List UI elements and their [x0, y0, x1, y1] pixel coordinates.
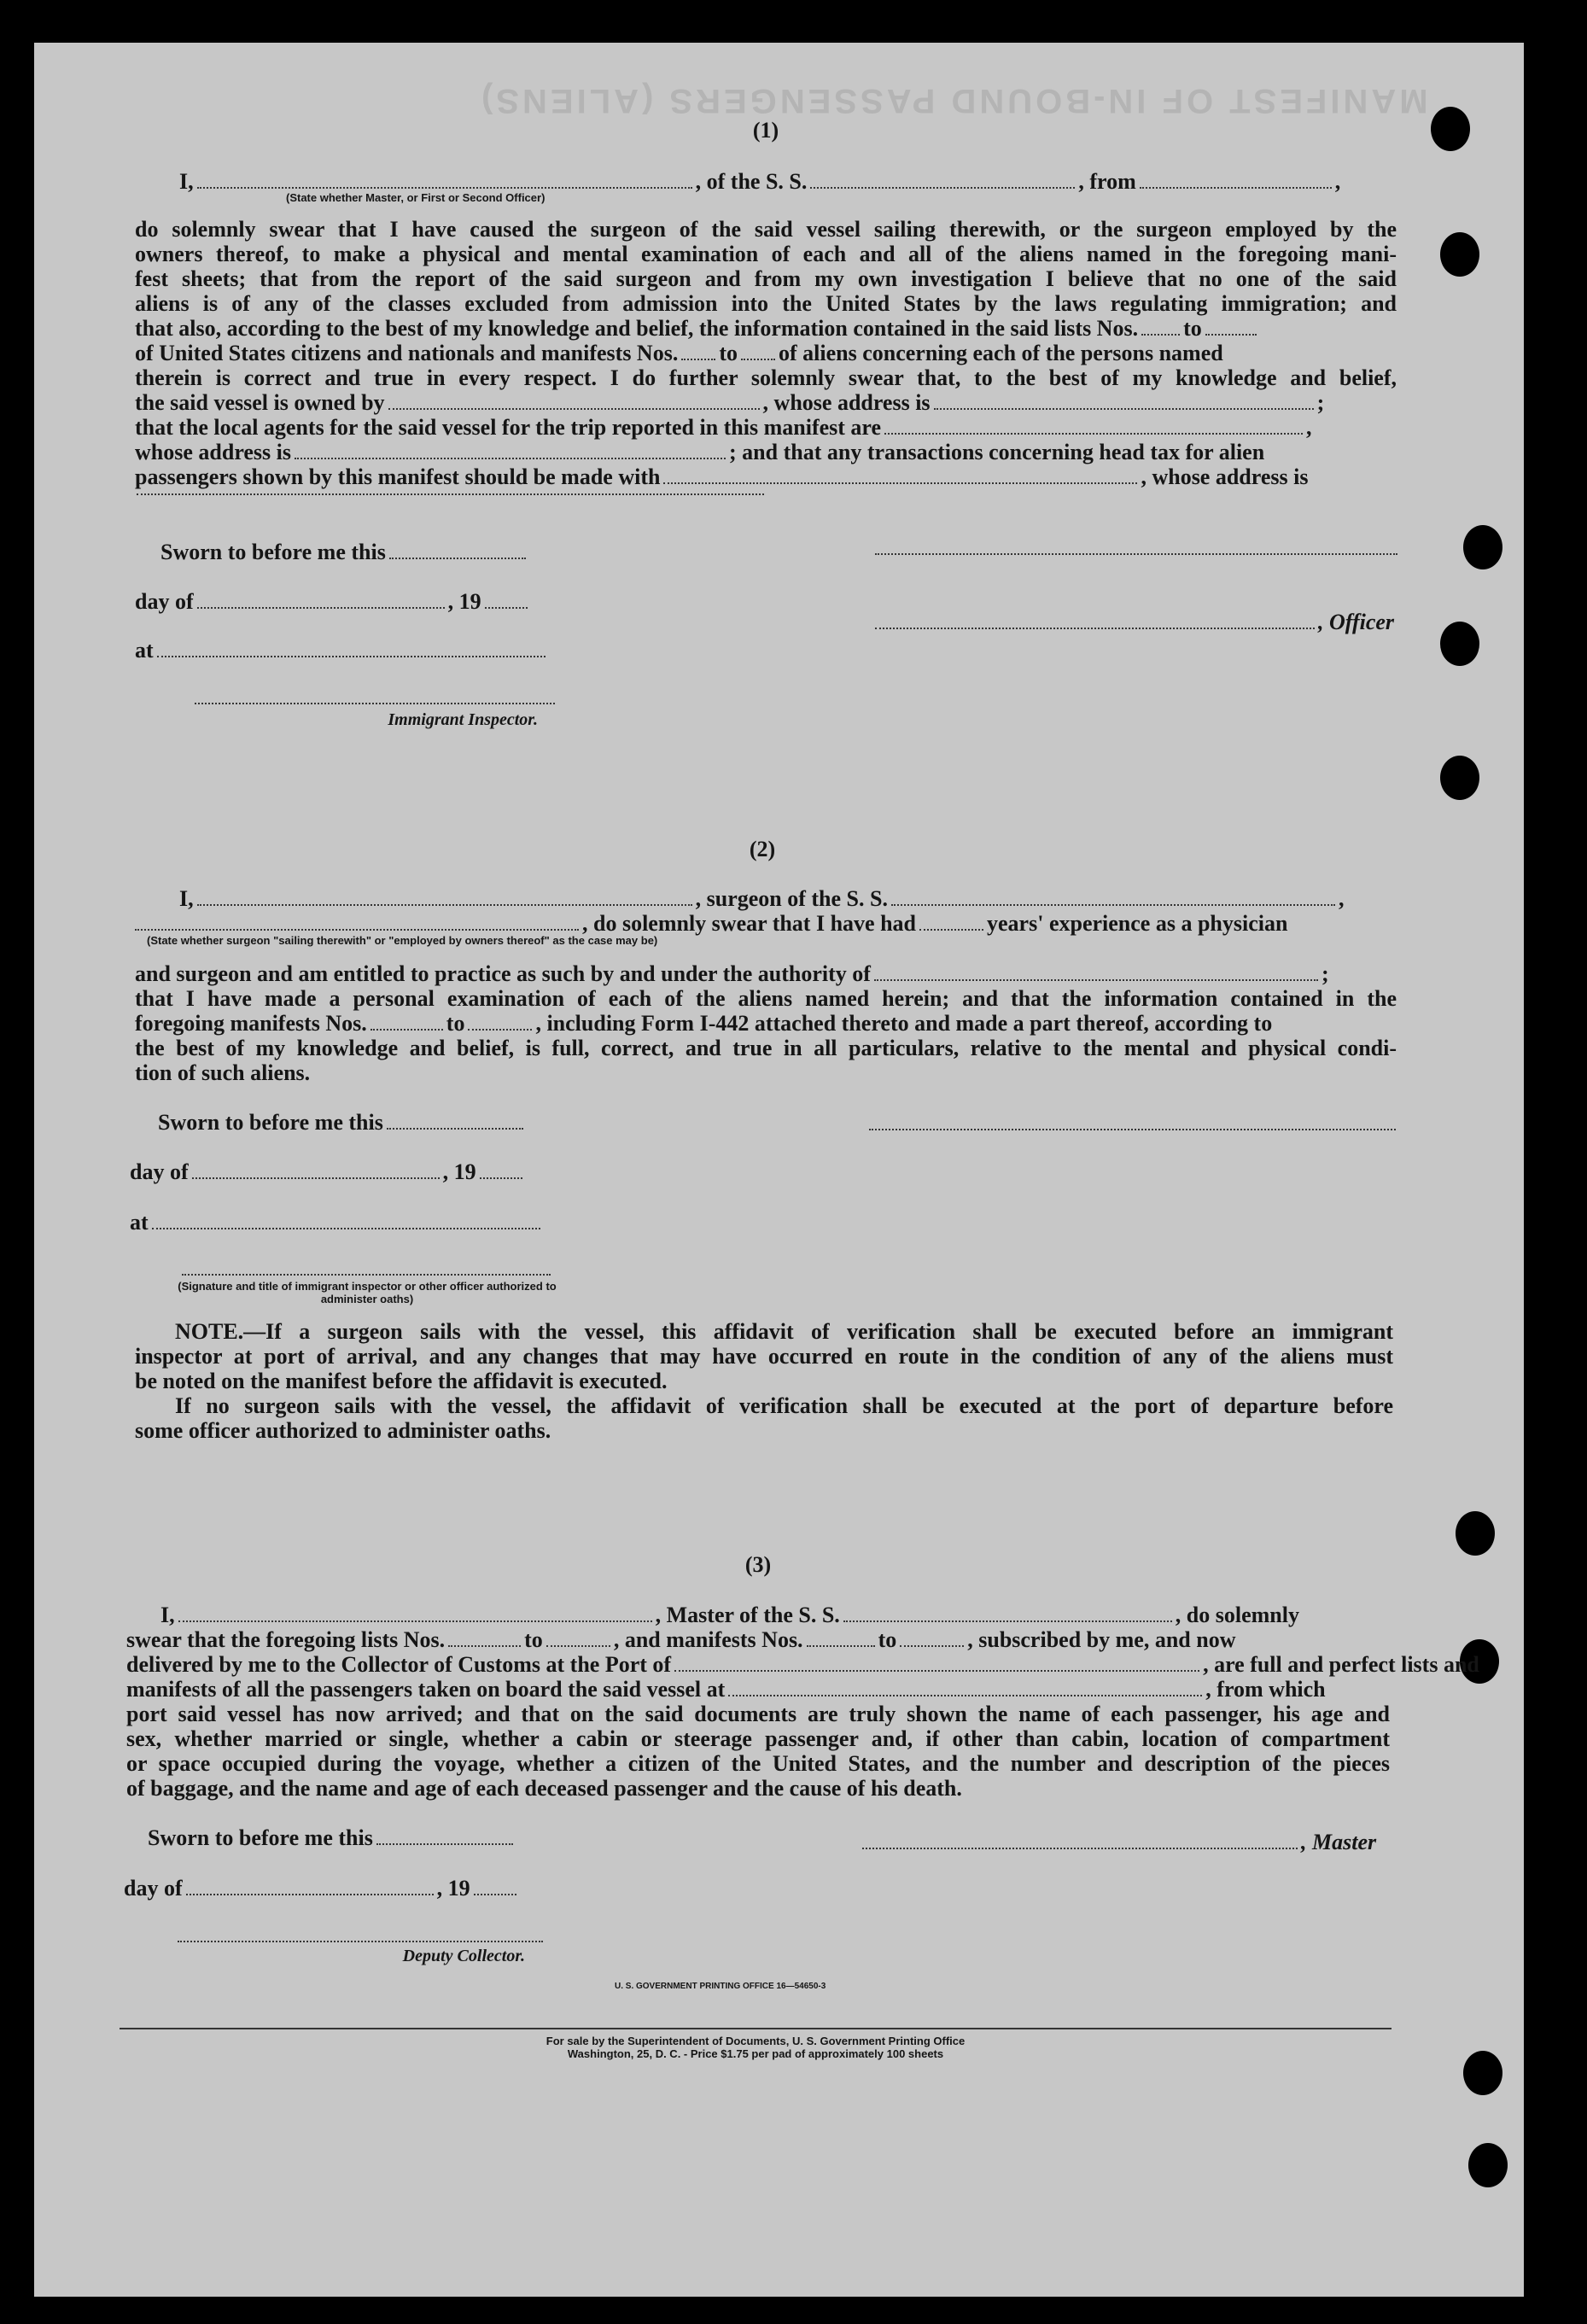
section-3-number: (3)	[744, 1552, 772, 1577]
section-2-body-5: tion of such aliens.	[135, 1060, 311, 1085]
s2-note-2: inspector at port of arrival, and any changes that may have occurred en route in the condition of any of the aliens must	[135, 1344, 1393, 1369]
manifest-to-field[interactable]	[741, 343, 775, 360]
s2-sworn-row: Sworn to before me this	[158, 1110, 527, 1136]
footer-sale-line-2: Washington, 25, D. C. - Price $1.75 per pad of approximately 100 sheets	[567, 2047, 944, 2060]
owner-address-field[interactable]	[934, 393, 1314, 410]
section-2-body-1: and surgeon and am entitled to practice as such by and under the authority of ;	[135, 961, 1329, 986]
bleed-through-title: MANIFEST OF IN-BOUND PASSENGERS (ALIENS)	[478, 82, 1428, 120]
head-tax-party-field[interactable]	[663, 467, 1137, 484]
officer-title-field[interactable]	[197, 172, 692, 189]
footer-sale-line-1: For sale by the Superintendent of Documents, U. S. Government Printing Office	[546, 2035, 966, 2047]
section-1-body-9: that the local agents for the said vessel for the trip reported in this manifest are ,	[135, 415, 1312, 440]
years-experience-field[interactable]	[919, 914, 983, 931]
footer-sale-notice	[329, 2035, 1182, 2060]
s3-list-to-field[interactable]	[546, 1630, 610, 1647]
section-3-body-1: port said vessel has now arrived; and that on the said documents are truly shown the name of each passenger, his age and	[126, 1702, 1390, 1726]
s2-surgeon-signature-field[interactable]	[869, 1129, 1396, 1130]
punch-hole	[1440, 232, 1479, 277]
section-1-body-10: whose address is ; and that any transactions concerning head tax for alien	[135, 440, 1265, 464]
s2-at-field[interactable]	[152, 1212, 540, 1229]
s2-sworn-day-field[interactable]	[387, 1112, 523, 1130]
punch-hole	[1463, 525, 1502, 569]
section-1-body-8: the said vessel is owned by , whose address is ;	[135, 390, 1325, 415]
s3-sworn-day-field[interactable]	[376, 1828, 513, 1845]
section-1-caption: (State whether Master, or First or Second Officer)	[286, 191, 546, 204]
section-2-number: (2)	[749, 837, 776, 861]
printing-office-mark: U. S. GOVERNMENT PRINTING OFFICE 16—54650-3	[615, 1982, 826, 1991]
s2-day-row: day of , 19	[130, 1159, 526, 1185]
punch-hole	[1440, 622, 1479, 666]
section-1-body-6: of United States citizens and nationals and manifests Nos. to of aliens concerning each of the persons named	[135, 341, 1223, 365]
s3-master-signature-field[interactable]	[862, 1832, 1298, 1849]
s2-note-3: be noted on the manifest before the affidavit is executed.	[135, 1369, 668, 1393]
section-1-body-7: therein is correct and true in every respect. I do further solemnly swear that, to the best of my knowledge and belief,	[135, 365, 1397, 390]
section-3-body-2: sex, whether married or single, whether a cabin or steerage passenger and, if other than cabin, location of compartment	[126, 1726, 1390, 1751]
head-tax-address-field[interactable]	[137, 493, 764, 495]
section-1-body-5: that also, according to the best of my knowledge and belief, the information contained in the said lists Nos. to	[135, 316, 1260, 342]
list-from-field[interactable]	[1141, 318, 1180, 336]
punch-hole	[1463, 2051, 1502, 2095]
manifest-from-field[interactable]	[681, 343, 715, 360]
section-1-line-1: I, , of the S. S. , from ,	[179, 169, 1341, 194]
s3-master-row: , Master	[862, 1830, 1376, 1855]
port-of-arrival-field[interactable]	[674, 1655, 1199, 1672]
section-1-number: (1)	[752, 118, 779, 143]
s1-officer-signature-field[interactable]	[875, 612, 1315, 629]
s3-vessel-field[interactable]	[843, 1605, 1172, 1622]
master-name-field[interactable]	[178, 1605, 652, 1622]
section-2-body-3: foregoing manifests Nos. to , including Form I-442 attached thereto and made a part thereof, according to	[135, 1011, 1273, 1036]
s1-day-row: day of , 19	[135, 589, 531, 615]
s1-at-row: at	[135, 638, 549, 663]
authority-field[interactable]	[874, 964, 1318, 981]
punch-hole	[1468, 2143, 1508, 2187]
s1-month-field[interactable]	[197, 592, 445, 609]
footer-rule	[120, 2028, 1392, 2029]
section-1-body-3: fest sheets; that from the report of the said surgeon and from my own investigation I believe that no one of the said	[135, 266, 1397, 291]
s1-inspector-signature-field[interactable]	[195, 703, 555, 704]
s1-inspector-label: Immigrant Inspector.	[388, 710, 538, 729]
list-to-field[interactable]	[1205, 318, 1257, 336]
s2-month-field[interactable]	[192, 1162, 440, 1179]
s3-deputy-label: Deputy Collector.	[402, 1947, 525, 1965]
s3-list-from-field[interactable]	[448, 1630, 521, 1647]
s2-note-5: some officer authorized to administer oaths.	[135, 1418, 551, 1443]
s3-month-field[interactable]	[186, 1878, 434, 1895]
owner-field[interactable]	[388, 393, 760, 410]
section-2-caption: (State whether surgeon "sailing therewith" or "employed by owners thereof" as the case may be)	[147, 934, 658, 947]
s2-manifest-to-field[interactable]	[468, 1013, 532, 1031]
port-of-embarkation-field[interactable]	[728, 1679, 1202, 1696]
s3-sworn-row: Sworn to before me this	[148, 1825, 516, 1851]
s3-collector-signature-field[interactable]	[178, 1941, 543, 1942]
s2-note-1: NOTE.—If a surgeon sails with the vessel, this affidavit of verification shall be executed before an immigrant	[175, 1319, 1393, 1344]
surgeon-name-field[interactable]	[197, 889, 692, 906]
section-1-body-11: passengers shown by this manifest should be made with , whose address is	[135, 464, 1309, 489]
s1-at-field[interactable]	[157, 640, 546, 657]
s2-signature-caption: (Signature and title of immigrant inspector or other officer authorized to administer oaths)	[178, 1280, 557, 1305]
s2-note-4: If no surgeon sails with the vessel, the affidavit of verification shall be executed at the port of departure before	[175, 1393, 1393, 1418]
s3-manifest-from-field[interactable]	[807, 1630, 875, 1647]
agents-address-field[interactable]	[295, 442, 726, 459]
s1-master-signature-field[interactable]	[875, 553, 1397, 555]
s3-manifest-to-field[interactable]	[900, 1630, 964, 1647]
local-agents-field[interactable]	[884, 418, 1303, 435]
vessel-name-field[interactable]	[810, 172, 1075, 189]
section-3-line-4: manifests of all the passengers taken on board the said vessel at , from which	[126, 1677, 1326, 1702]
section-3-line-2: swear that the foregoing lists Nos. to , and manifests Nos. to , subscribed by me, and now	[126, 1627, 1236, 1652]
s2-manifest-from-field[interactable]	[370, 1013, 443, 1031]
s2-at-row: at	[130, 1210, 544, 1235]
s2-inspector-signature-field[interactable]	[182, 1274, 551, 1276]
section-1-body-1: do solemnly swear that I have caused the surgeon of the said vessel sailing therewith, or the surgeon employed by the	[135, 217, 1397, 242]
punch-hole	[1456, 1511, 1495, 1556]
section-3-body-4: of baggage, and the name and age of each deceased passenger and the cause of his death.	[126, 1776, 962, 1801]
punch-hole	[1431, 107, 1470, 151]
from-port-field[interactable]	[1140, 172, 1332, 189]
section-1-body-2: owners thereof, to make a physical and mental examination of each and all of the aliens named in the foregoing mani-	[135, 242, 1397, 266]
section-3-line-3: delivered by me to the Collector of Customs at the Port of , are full and perfect lists and	[126, 1652, 1479, 1677]
section-2-body-4: the best of my knowledge and belief, is full, correct, and true in all particulars, relative to the mental and physical condi-	[135, 1036, 1397, 1060]
surgeon-status-field[interactable]	[135, 914, 579, 931]
s2-year-field[interactable]	[480, 1162, 522, 1179]
s1-sworn-day-field[interactable]	[389, 542, 526, 559]
section-3-line-1: I, , Master of the S. S. , do solemnly	[160, 1603, 1299, 1627]
s2-vessel-field[interactable]	[891, 889, 1335, 906]
s1-sworn-row: Sworn to before me this	[160, 540, 529, 565]
section-2-body-2: that I have made a personal examination of each of the aliens named herein; and that the information contained in the	[135, 986, 1397, 1011]
s3-day-row: day of , 19	[124, 1876, 520, 1901]
section-3-body-3: or space occupied during the voyage, whether a citizen of the United States, and the number and description of the pieces	[126, 1751, 1390, 1776]
section-1-body-4: aliens is of any of the classes excluded from admission into the United States by the laws regulating immigration; and	[135, 291, 1397, 316]
section-2-line-2: , do solemnly swear that I have had years' experience as a physician	[135, 911, 1287, 937]
s1-officer-row: , Officer	[875, 610, 1394, 635]
punch-hole	[1440, 756, 1479, 800]
section-2-line-1: I, , surgeon of the S. S. ,	[179, 886, 1345, 911]
s1-year-field[interactable]	[485, 592, 528, 609]
s3-year-field[interactable]	[474, 1878, 516, 1895]
